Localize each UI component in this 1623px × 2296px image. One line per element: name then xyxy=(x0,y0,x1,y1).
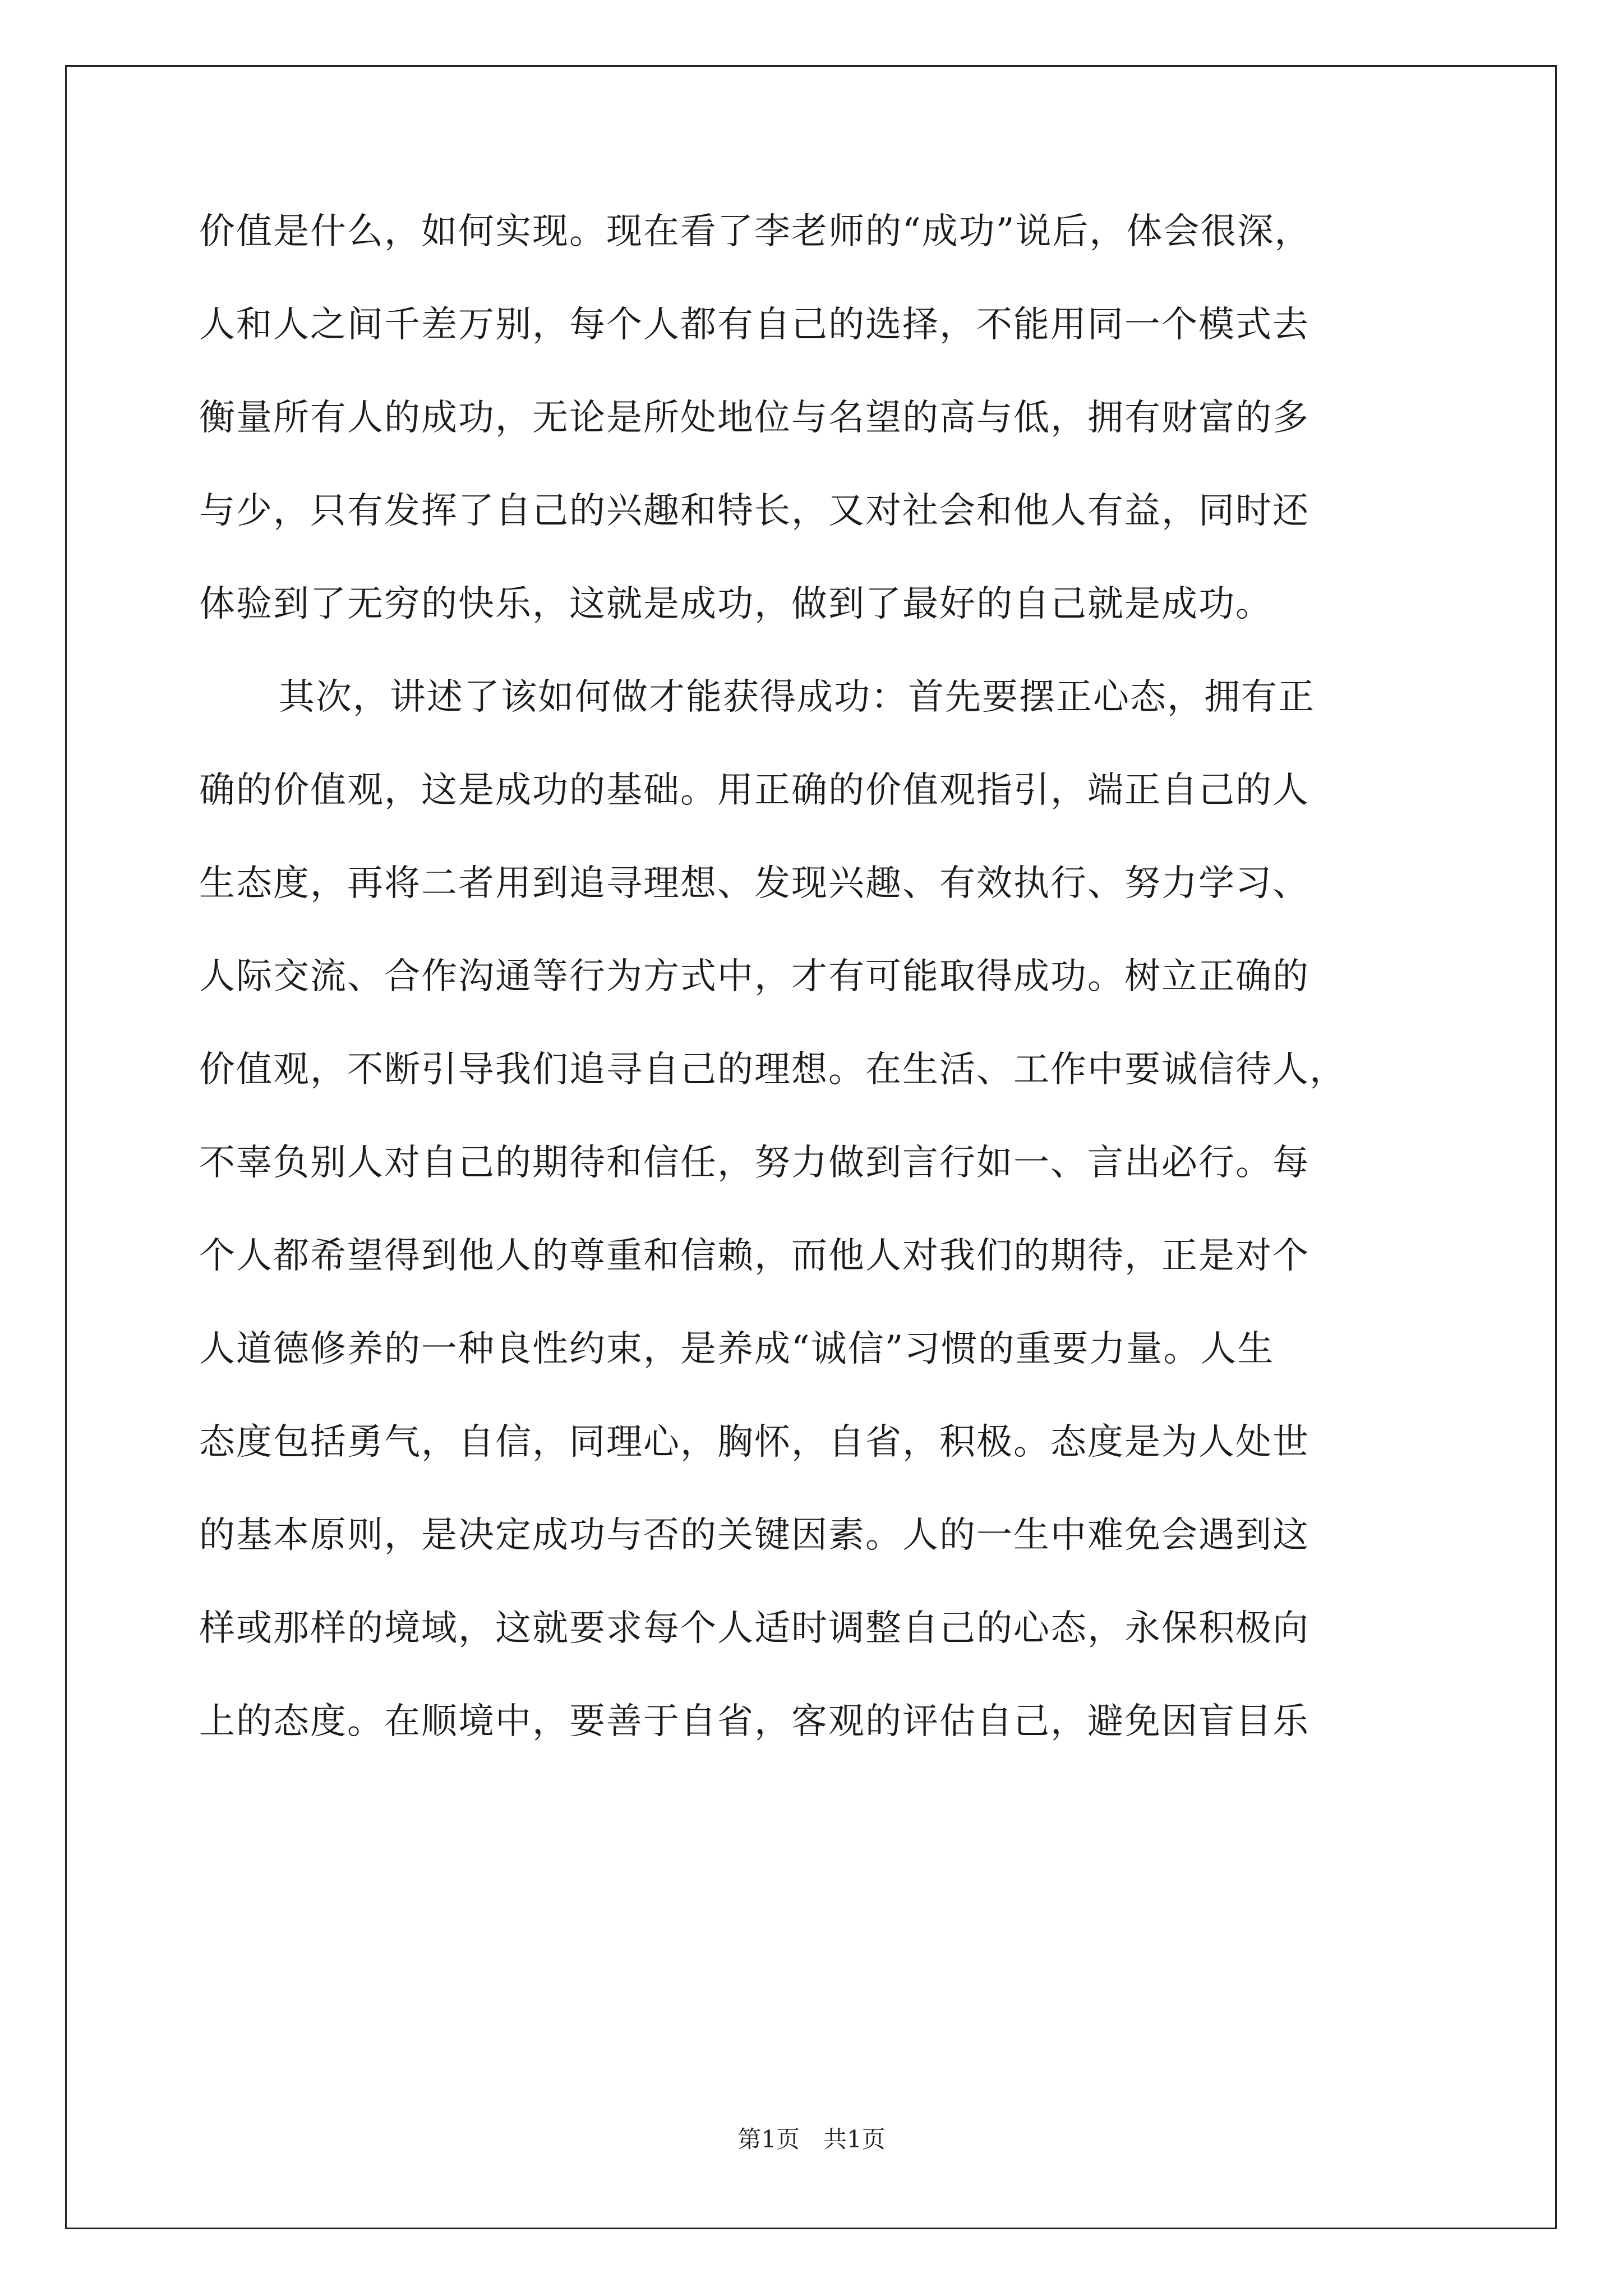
text-line: 不辜负别人对自己的期待和信任，努力做到言行如一、言出必行。每 xyxy=(199,1142,1310,1184)
text-line: 人道德修养的一种良性约束，是养成“诚信”习惯的重要力量。人生 xyxy=(199,1328,1275,1370)
text-line: 体验到了无穷的快乐，这就是成功，做到了最好的自己就是成功。 xyxy=(199,583,1272,625)
text-line: 个人都希望得到他人的尊重和信赖，而他人对我们的期待，正是对个 xyxy=(199,1235,1310,1277)
paragraph-start-line: 其次，讲述了该如何做才能获得成功：首先要摆正心态，拥有正 xyxy=(279,677,1315,718)
document-body xyxy=(199,185,1455,1768)
text-line: 态度包括勇气，自信，同理心，胸怀，自省，积极。态度是为人处世 xyxy=(199,1421,1310,1463)
text-line: 生态度，再将二者用到追寻理想、发现兴趣、有效执行、努力学习、 xyxy=(199,863,1310,904)
text-line: 的基本原则，是决定成功与否的关键因素。人的一生中难免会遇到这 xyxy=(199,1515,1310,1556)
page-number-footer: 第1页 共1页 xyxy=(737,2125,886,2153)
text-line: 价值是什么，如何实现。现在看了李老师的“成功”说后，体会很深， xyxy=(199,211,1312,252)
text-line: 与少，只有发挥了自己的兴趣和特长，又对社会和他人有益，同时还 xyxy=(199,490,1310,532)
text-line: 人和人之间千差万别，每个人都有自己的选择，不能用同一个模式去 xyxy=(199,304,1310,346)
text-line: 人际交流、合作沟通等行为方式中，才有可能取得成功。树立正确的 xyxy=(199,956,1310,997)
text-line: 衡量所有人的成功，无论是所处地位与名望的高与低，拥有财富的多 xyxy=(199,397,1310,439)
text-line: 上的态度。在顺境中，要善于自省，客观的评估自己，避免因盲目乐 xyxy=(199,1701,1310,1742)
text-line: 确的价值观，这是成功的基础。用正确的价值观指引，端正自己的人 xyxy=(199,770,1310,811)
text-line: 价值观，不断引导我们追寻自己的理想。在生活、工作中要诚信待人， xyxy=(199,1049,1347,1091)
text-line: 样或那样的境域，这就要求每个人适时调整自己的心态，永保积极向 xyxy=(199,1608,1310,1649)
